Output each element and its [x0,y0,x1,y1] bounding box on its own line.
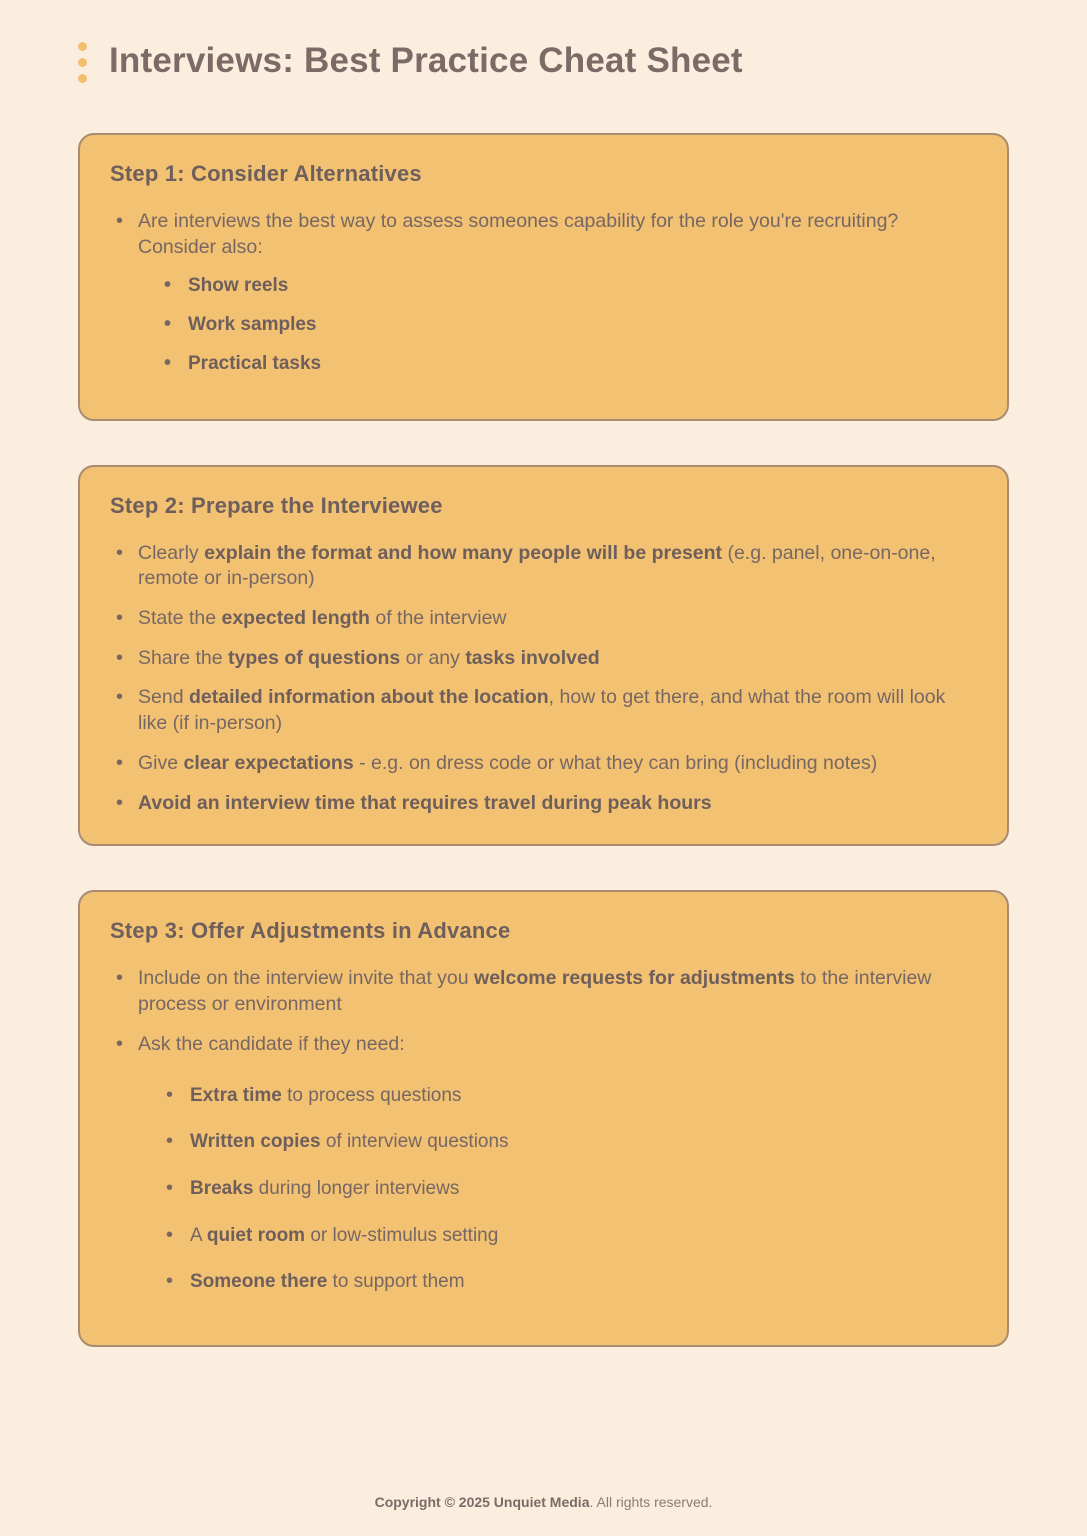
nested-list-wrap [138,274,977,376]
list-item: • Someone there to support them [162,1270,977,1295]
step-card-1-list [110,209,977,377]
list-item: • Work samples [160,313,977,338]
step-card-2 [78,465,1009,847]
step-card-3-title: Step 3: Offer Adjustments in Advance [110,918,511,944]
step-card-2-list [110,541,977,817]
footer [0,1494,1087,1510]
step-card-1 [78,133,1009,421]
list-item: • Extra time to process questions [162,1084,977,1109]
list-item: • Share the types of questions or any tasks involved [110,646,977,672]
list-item: • Practical tasks [160,352,977,377]
list-item [110,1032,977,1295]
list-item: • Breaks during longer interviews [162,1177,977,1202]
list-item: • Avoid an interview time that requires travel during peak hours [110,791,977,817]
step-card-1-title: Step 1: Consider Alternatives [110,161,422,186]
page-title: Interviews: Best Practice Cheat Sheet [109,40,743,80]
page-header [0,0,1087,83]
list-item [110,209,977,377]
list-item: • Written copies of interview questions [162,1130,977,1155]
list-item: • A quiet room or low-stimulus setting [162,1224,977,1249]
step-card-3 [78,890,1009,1347]
list-item: • Show reels [160,274,977,299]
list-item-text: Are interviews the best way to assess someones capability for the role you're recruiting? Consider also: [138,210,899,258]
list-item-text: Ask the candidate if they need: [138,1032,405,1055]
list-item: • Give clear expectations - e.g. on dress code or what they can bring (including notes) [110,751,977,777]
list-item: • Send detailed information about the location, how to get there, and what the room will look like (if in-person) [110,685,977,736]
footer-copyright: Copyright © 2025 Unquiet Media [374,1494,590,1510]
list-item: • State the expected length of the interview [110,606,977,632]
nested-list-wrap [138,1084,977,1295]
step-card-3-list [110,966,977,1295]
footer-rights: . All rights reserved. [589,1494,713,1510]
list-item: • Include on the interview invite that you welcome requests for adjustments to the interview process or environment [110,966,977,1017]
step-card-2-title: Step 2: Prepare the Interviewee [110,492,443,518]
steps-container [78,133,1009,1347]
step-card-3-sublist [162,1084,977,1295]
decorative-dots-icon [78,38,87,83]
list-item: • Clearly explain the format and how many people will be present (e.g. panel, one-on-one, remote or in-person) [110,541,977,592]
step-card-1-sublist [160,274,977,376]
